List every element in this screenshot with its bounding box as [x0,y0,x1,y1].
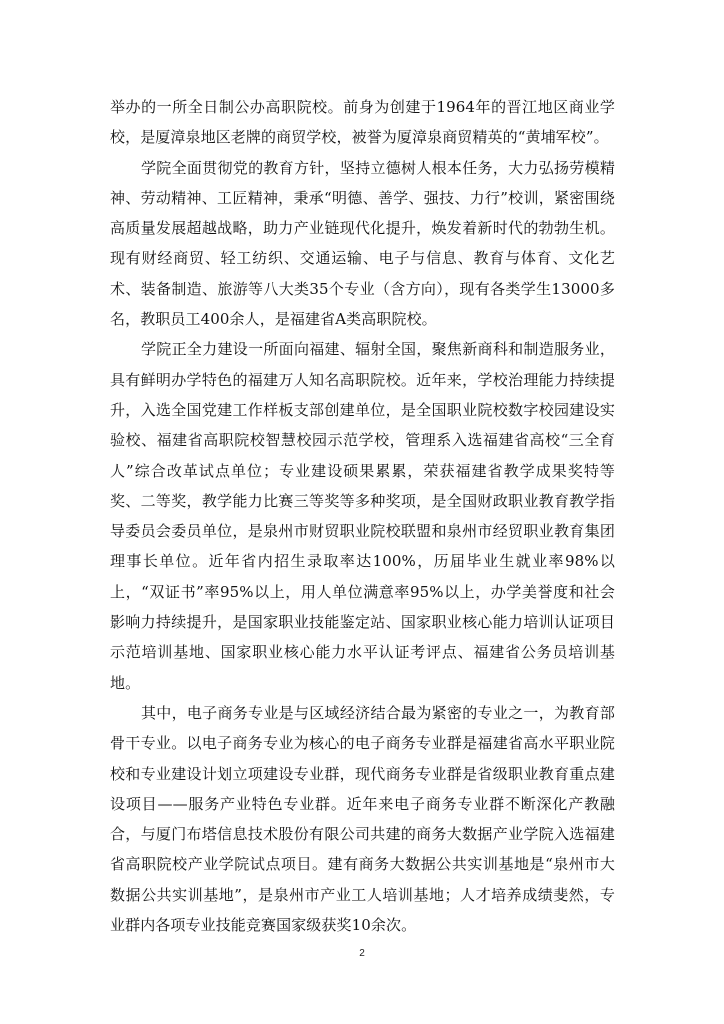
paragraph-1: 举办的一所全日制公办高职院校。前身为创建于1964年的晋江地区商业学校，是厦漳泉地区老牌的商贸学校，被誉为厦漳泉商贸精英的“黄埔军校”。 [110,98,615,147]
paragraph-2: 学院全面贯彻党的教育方针，坚持立德树人根本任务，大力弘扬劳模精神、劳动精神、工匠精神，秉承“明德、善学、强技、力行”校训，紧密围绕高质量发展超越战略，助力产业链现代化提升，焕发着新时代的勃勃生机。现有财经商贸、轻工纺织、交通运输、电子与信息、教育与体育、文化艺术、装备制造、旅游等八大类35个专业（含方向），现有各类学生13000多名，教职员工400余人，是福建省A类高职院校。 [110,158,615,329]
page-number: 2 [359,948,365,959]
paragraph-3: 学院正全力建设一所面向福建、辐射全国，聚焦新商科和制造服务业，具有鲜明办学特色的福建万人知名高职院校。近年来，学校治理能力持续提升，入选全国党建工作样板支部创建单位，是全国职业院校数字校园建设实验校、福建省高职院校智慧校园示范学校，管理系入选福建省高校“三全育人”综合改革试点单位；专业建设硕果累累，荣获福建省教学成果奖特等奖、二等奖，教学能力比赛三等奖等多种奖项，是全国财政职业教育教学指导委员会委员单位，是泉州市财贸职业院校联盟和泉州市经贸职业教育集团理事长单位。近年省内招生录取率达100%，历届毕业生就业率98%以上，“双证书”率95%以上，用人单位满意率95%以上，办学美誉度和社会影响力持续提升，是国家职业技能鉴定站、国家职业核心能力培训认证项目示范培训基地、国家职业核心能力水平认证考评点、福建省公务员培训基地。 [110,340,615,692]
body-text [110,92,615,940]
paragraph-4: 其中，电子商务专业是与区域经济结合最为紧密的专业之一，为教育部骨干专业。以电子商务专业为核心的电子商务专业群是福建省高水平职业院校和专业建设计划立项建设专业群，现代商务专业群是省级职业教育重点建设项目——服务产业特色专业群。近年来电子商务专业群不断深化产教融合，与厦门布塔信息技术股份有限公司共建的商务大数据产业学院入选福建省高职院校产业学院试点项目。建有商务大数据公共实训基地是“泉州市大数据公共实训基地”，是泉州市产业工人培训基地；人才培养成绩斐然，专业群内各项专业技能竞赛国家级获奖10余次。 [110,703,615,935]
